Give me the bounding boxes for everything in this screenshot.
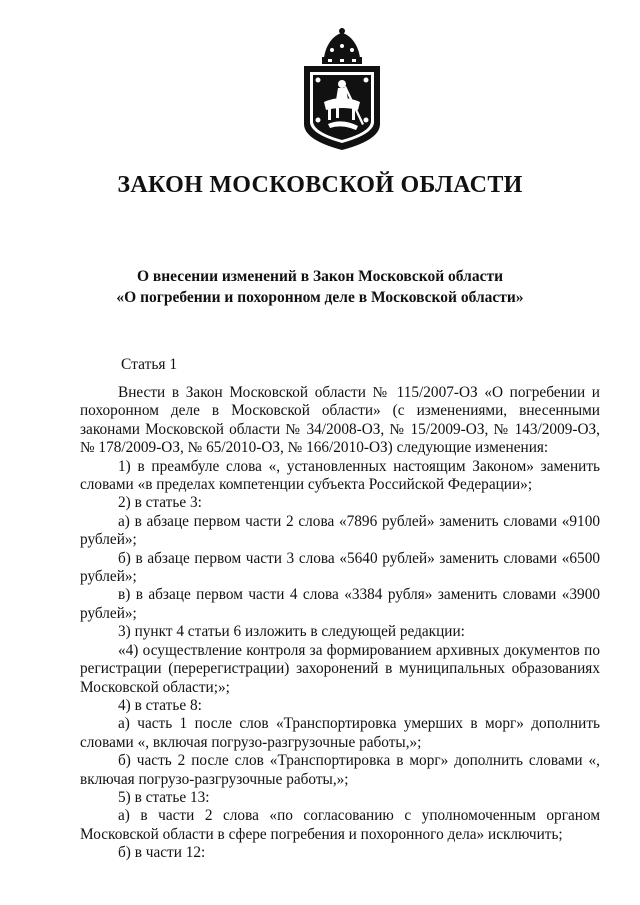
moscow-oblast-coat-of-arms-icon [298, 28, 386, 152]
law-subtitle [0, 266, 640, 308]
subtitle-line-1: О внесении изменений в Закон Московской области [136, 268, 504, 285]
paragraph-preamble: Внести в Закон Московской области № 115/2007-ОЗ «О погребении и похоронном деле в Московской области» (с изменениями, внесенными законами Московской области № 34/2008-ОЗ, № 15/2009-ОЗ, № 143/2009-ОЗ, № 178/2009-ОЗ, № 65/2010-ОЗ, № 166/2010-ОЗ) следующие изменения: [80, 384, 600, 457]
paragraph-item-2b: б) в абзаце первом части 3 слова «5640 рублей» заменить словами «6500 рублей»; [80, 549, 600, 586]
paragraph-item-2a: а) в абзаце первом части 2 слова «7896 рублей» заменить словами «9100 рублей»; [80, 512, 600, 549]
subtitle-line-2: «О погребении и похоронном деле в Московской области» [116, 289, 524, 306]
article-heading: Статья 1 [121, 356, 178, 373]
paragraph-item-1: 1) в преамбуле слова «, установленных настоящим Законом» заменить словами «в пределах компетенции субъекта Российской Федерации»; [80, 457, 600, 494]
paragraph-item-4b: б) часть 2 после слов «Транспортировка в морг» дополнить словами «, включая погрузо-разгрузочные работы,»; [80, 752, 600, 788]
paragraph-item-5a: а) в части 2 слова «по согласованию с уполномоченным органом Московской области в сфере погребения и похоронного дела» исключить; [80, 807, 600, 843]
law-title: ЗАКОН МОСКОВСКОЙ ОБЛАСТИ [117, 172, 523, 198]
paragraph-item-4: 4) в статье 8: [118, 696, 202, 714]
paragraph-item-2c: в) в абзаце первом части 4 слова «3384 рубля» заменить словами «3900 рублей»; [80, 586, 600, 622]
paragraph-item-4a: а) часть 1 после слов «Транспортировка умерших в морг» дополнить словами «, включая погрузо-разгрузочные работы,»; [80, 715, 600, 751]
paragraph-item-3: 3) пункт 4 статьи 6 изложить в следующей редакции: [118, 623, 465, 641]
paragraph-item-5b: б) в части 12: [118, 844, 206, 862]
law-body [80, 384, 600, 863]
paragraph-item-2: 2) в статье 3: [118, 494, 202, 512]
paragraph-item-5: 5) в статье 13: [118, 788, 210, 806]
paragraph-item-3-text: «4) осуществление контроля за формированием архивных документов по регистрации (перерегистрации) захоронений в муниципальных образованиях Московской области;»; [80, 641, 600, 696]
